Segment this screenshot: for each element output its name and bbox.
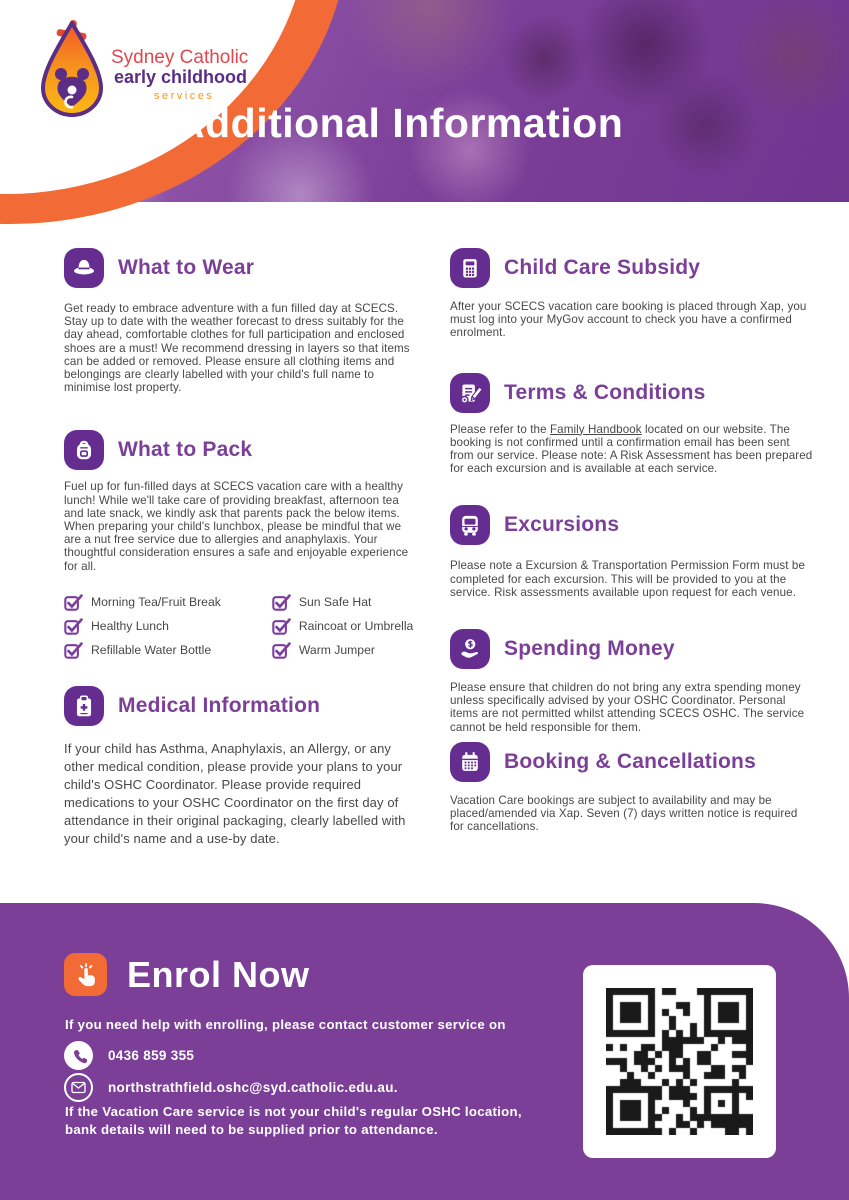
section-body: After your SCECS vacation care booking is placed through Xap, you must log into your MyGov account to check you have a confirmed enrolment.	[450, 300, 807, 340]
family-handbook-link[interactable]: Family Handbook	[549, 422, 642, 436]
hero-banner	[0, 0, 849, 202]
checklist-item-label: Healthy Lunch	[91, 619, 169, 634]
checklist-item	[64, 593, 258, 612]
checklist-item-label: Raincoat or Umbrella	[298, 619, 414, 634]
section-title: What to Pack	[118, 438, 253, 462]
checkbox-checked-icon	[272, 593, 291, 612]
logo-text-line1: Sydney Catholic	[111, 47, 249, 68]
section-body: Please note a Excursion & Transportation Permission Form must be completed for each excursion. This will be provided to you at the service. Risk assessments available upon request for each venue.	[450, 559, 806, 599]
left-column	[64, 248, 416, 847]
phone-row	[64, 1041, 194, 1070]
section-body: If your child has Asthma, Anaphylaxis, an Allergy, or any other medical condition, please provide your plans to your child's OSHC Coordinator. Please provide required medications to your OSHC Coordinator on the first day of attendance in their original packaging, clearly labelled with your child's name and a use-by date.	[64, 740, 406, 846]
hat-icon	[64, 248, 104, 288]
section-spending-money	[450, 629, 814, 734]
page-title: Additional Information	[175, 100, 624, 146]
qr-code	[583, 965, 776, 1158]
section-what-to-pack	[64, 430, 416, 659]
checkbox-checked-icon	[272, 617, 291, 636]
checklist-item	[272, 593, 416, 612]
section-body	[450, 423, 814, 476]
phone-number[interactable]: 0436 859 355	[108, 1048, 195, 1063]
section-terms-conditions	[450, 373, 814, 476]
terms-body-post: located on our website. The booking is not confirmed until a confirmation email has been sent from our service. Please note: A Risk Assessment has been prepared for each excursion and is available at each service.	[450, 422, 813, 476]
terms-body-pre: Please refer to the	[450, 422, 550, 436]
section-what-to-wear	[64, 248, 416, 394]
section-body: Vacation Care bookings are subject to availability and may be placed/amended via Xap. Seven (7) days written notice is required for cancellations.	[450, 793, 798, 834]
checkbox-checked-icon	[272, 641, 291, 660]
checkbox-checked-icon	[64, 593, 83, 612]
bank-details-note: If the Vacation Care service is not your child's regular OSHC location, bank details will need to be supplied prior to attendance.	[65, 1104, 522, 1138]
section-title: What to Wear	[118, 256, 255, 279]
section-body: Get ready to embrace adventure with a fun filled day at SCECS. Stay up to date with the weather forecast to dress suitably for the day ahead, comfortable clothes for full participation and enclosed shoes are a must! We recommend dressing in layers so that items can be added or removed. Please ensure all clothing items and belongings are clearly labelled with your child's full name to minimise lost property.	[64, 302, 410, 395]
checklist-item-label: Warm Jumper	[298, 643, 375, 658]
checklist-item-label: Refillable Water Bottle	[91, 643, 212, 658]
section-excursions	[450, 505, 814, 599]
email-address[interactable]: northstrathfield.oshc@syd.catholic.edu.au.	[108, 1080, 398, 1095]
section-medical-information	[64, 686, 416, 848]
logo-flame-icon	[43, 18, 101, 115]
section-child-care-subsidy	[450, 248, 814, 340]
enrol-footer	[0, 903, 849, 1200]
section-body: Please ensure that children do not bring any extra spending money unless specifically advised by your OSHC Coordinator. Personal items are not permitted whilst attending SCECS OSHC. The service cannot be held responsible for them.	[450, 681, 805, 734]
checkbox-checked-icon	[64, 617, 83, 636]
checkbox-checked-icon	[64, 641, 83, 660]
section-body: Fuel up for fun-filled days at SCECS vacation care with a healthy lunch! While we'll take care of providing breakfast, afternoon tea and late snack, we kindly ask that parents pack the below items. When preparing your child's lunchbox, please be mindful that we are a nut free service due to allergies and anaphylaxis. Your thoughtful consideration ensures a safe and enjoyable experience for all.	[64, 480, 409, 573]
checklist-item	[64, 641, 258, 660]
calculator-icon	[450, 248, 490, 288]
section-title: Spending Money	[504, 637, 675, 661]
checklist-item	[64, 617, 258, 636]
section-title: Terms & Conditions	[504, 380, 706, 404]
section-booking-cancellations	[450, 742, 814, 834]
money-hand-icon	[450, 629, 490, 669]
phone-icon	[64, 1041, 93, 1070]
backpack-icon	[64, 430, 104, 470]
packing-checklist	[64, 593, 416, 660]
section-title: Child Care Subsidy	[504, 256, 701, 279]
right-column	[450, 248, 814, 833]
tap-finger-icon	[64, 953, 107, 996]
enrol-intro-text: If you need help with enrolling, please contact customer service on	[65, 1017, 506, 1032]
email-row	[64, 1073, 398, 1102]
checklist-item	[272, 617, 416, 636]
logo-text-line2: early childhood	[114, 67, 248, 87]
section-title: Medical Information	[118, 693, 321, 717]
bus-icon	[450, 505, 490, 545]
section-title: Booking & Cancellations	[504, 749, 756, 773]
enrol-now-heading: Enrol Now	[127, 953, 310, 995]
medical-clipboard-icon	[64, 686, 104, 726]
envelope-icon	[64, 1073, 93, 1102]
checklist-item-label: Sun Safe Hat	[298, 595, 372, 610]
calendar-icon	[450, 742, 490, 782]
checklist-item	[272, 641, 416, 660]
checklist-item-label: Morning Tea/Fruit Break	[91, 595, 221, 610]
logo-text-line3: services	[154, 90, 215, 102]
terms-document-pencil-icon	[450, 373, 490, 413]
section-title: Excursions	[504, 513, 620, 537]
